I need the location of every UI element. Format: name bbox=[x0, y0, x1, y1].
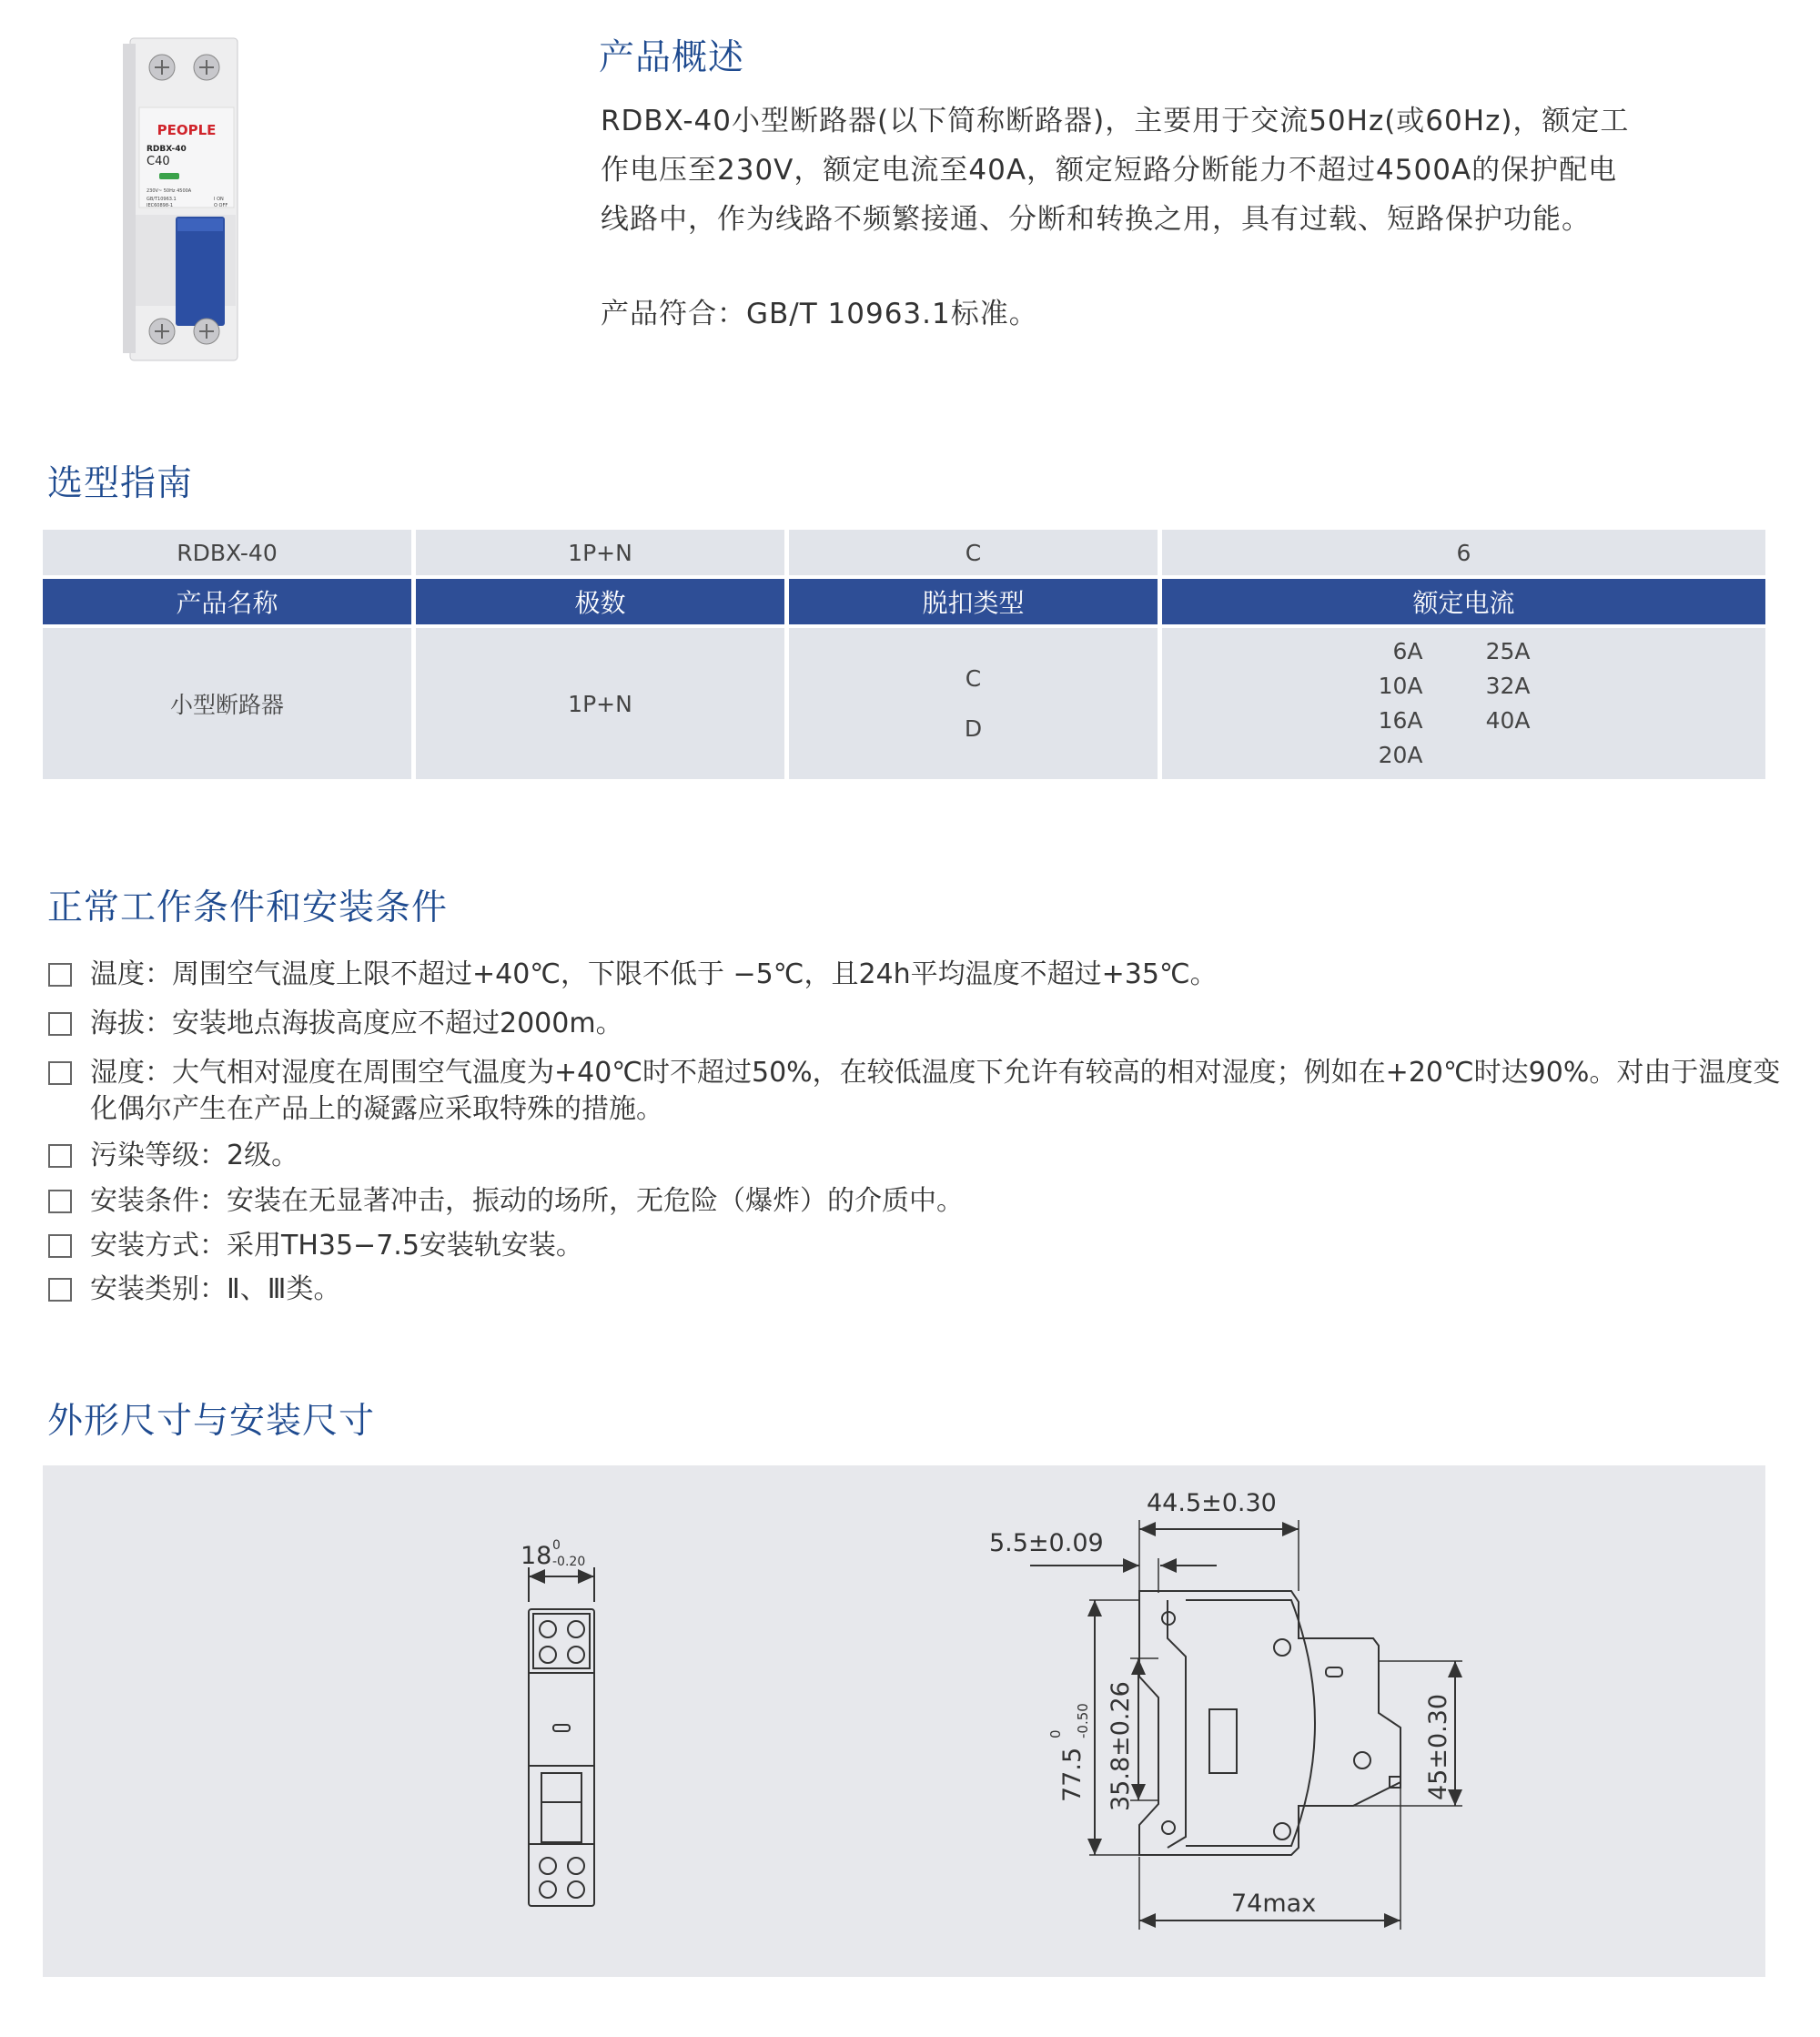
product-image bbox=[123, 35, 241, 364]
current-value: 6A bbox=[1392, 638, 1423, 664]
checkbox-icon bbox=[48, 963, 72, 987]
condition-text: 湿度：大气相对湿度在周围空气温度为+40℃时不超过50%，在较低温度下允许有较高的相对湿度；例如在+20℃时达90%。对由于温度变化偶尔产生在产品上的凝露应采取特殊的措施。 bbox=[90, 1057, 1781, 1125]
value-row bbox=[43, 628, 1765, 779]
condition-item bbox=[48, 1006, 1764, 1042]
toggle-handle bbox=[176, 217, 225, 326]
trip-type-value: D bbox=[964, 715, 983, 742]
front-tol-lower: -0.20 bbox=[552, 1555, 586, 1569]
current-value: 40A bbox=[1485, 707, 1531, 734]
current-value: 10A bbox=[1378, 673, 1423, 699]
checkbox-icon bbox=[48, 1012, 72, 1036]
checkbox-icon bbox=[48, 1234, 72, 1258]
side-height-label: 45±0.30 bbox=[1424, 1693, 1452, 1800]
front-width-label: 18 bbox=[521, 1542, 552, 1570]
overview-line: 作电压至230V，额定电流至40A，额定短路分断能力不超过4500A的保护配电 bbox=[601, 154, 1618, 187]
checkbox-icon bbox=[48, 1278, 72, 1302]
example-row bbox=[43, 530, 1765, 575]
example-current: 6 bbox=[1162, 530, 1765, 575]
overview-text bbox=[601, 96, 1784, 244]
condition-text: 污染等级：2级。 bbox=[90, 1140, 299, 1171]
height-tol-lower: -0.50 bbox=[1075, 1703, 1091, 1738]
header-trip-type: 脱扣类型 bbox=[789, 579, 1158, 624]
currents-cell bbox=[1162, 628, 1765, 779]
dimension-drawing-panel bbox=[43, 1465, 1765, 1977]
height-main-label: 77.5 bbox=[1058, 1747, 1087, 1802]
condition-text: 温度：周围空气温度上限不超过+40℃，下限不低于 −5℃，且24h平均温度不超过+35℃。 bbox=[90, 958, 1218, 990]
condition-item bbox=[48, 1138, 1764, 1174]
header-rated-current: 额定电流 bbox=[1162, 579, 1765, 624]
height-tol-upper: 0 bbox=[1047, 1729, 1064, 1738]
product-model: RDBX-40 bbox=[147, 145, 187, 154]
header-row bbox=[43, 579, 1765, 624]
product-brand: PEOPLE bbox=[157, 122, 217, 138]
condition-item bbox=[48, 1228, 1764, 1264]
header-poles: 极数 bbox=[416, 579, 784, 624]
product-std2: IEC60898-1 bbox=[147, 203, 174, 208]
product-name-value: 小型断路器 bbox=[43, 628, 411, 779]
front-view-drawing bbox=[529, 1567, 594, 1906]
condition-item bbox=[48, 1272, 1764, 1308]
product-std1: GB/T10963.1 bbox=[147, 197, 177, 202]
checkbox-icon bbox=[48, 1061, 72, 1085]
condition-item bbox=[48, 1183, 1764, 1220]
example-poles: 1P+N bbox=[416, 530, 784, 575]
condition-item bbox=[48, 1055, 1792, 1128]
condition-text: 安装类别：Ⅱ、Ⅲ类。 bbox=[90, 1273, 341, 1305]
overview-title: 产品概述 bbox=[599, 37, 745, 78]
trip-types-cell bbox=[789, 628, 1158, 779]
condition-item bbox=[48, 957, 1764, 993]
current-value: 25A bbox=[1485, 638, 1531, 664]
overview-line: RDBX-40小型断路器(以下简称断路器)，主要用于交流50Hz(或60Hz)，额定工 bbox=[601, 105, 1630, 137]
trip-type-value: C bbox=[965, 665, 982, 692]
condition-text: 安装方式：采用TH35−7.5安装轨安装。 bbox=[90, 1230, 583, 1262]
selection-title: 选型指南 bbox=[47, 463, 194, 504]
current-value: 32A bbox=[1485, 673, 1531, 699]
current-value: 20A bbox=[1378, 742, 1423, 768]
rail-label: 35.8±0.26 bbox=[1107, 1681, 1135, 1811]
current-value: 16A bbox=[1378, 707, 1423, 734]
dimensions-title: 外形尺寸与安装尺寸 bbox=[47, 1401, 376, 1442]
selection-table bbox=[43, 530, 1765, 779]
offset-label: 5.5±0.09 bbox=[989, 1529, 1104, 1557]
front-tol-upper: 0 bbox=[552, 1538, 561, 1553]
depth-label: 44.5±0.30 bbox=[1147, 1489, 1277, 1517]
side-view-drawing bbox=[1030, 1520, 1462, 1930]
conditions-title: 正常工作条件和安装条件 bbox=[47, 887, 449, 928]
product-off: O OFF bbox=[214, 203, 228, 208]
example-model: RDBX-40 bbox=[43, 530, 411, 575]
product-rating: C40 bbox=[147, 155, 170, 168]
product-spec: 230V~ 50Hz 4500A bbox=[147, 188, 192, 194]
length-label: 74max bbox=[1231, 1890, 1317, 1918]
header-product-name: 产品名称 bbox=[43, 579, 411, 624]
checkbox-icon bbox=[48, 1144, 72, 1168]
standard-text: 产品符合：GB/T 10963.1标准。 bbox=[601, 298, 1038, 330]
condition-text: 海拔：安装地点海拔高度应不超过2000m。 bbox=[90, 1008, 623, 1039]
product-on: I ON bbox=[214, 197, 224, 202]
poles-value: 1P+N bbox=[416, 628, 784, 779]
example-trip: C bbox=[789, 530, 1158, 575]
checkbox-icon bbox=[48, 1190, 72, 1213]
condition-text: 安装条件：安装在无显著冲击，振动的场所，无危险（爆炸）的介质中。 bbox=[90, 1185, 964, 1217]
overview-line: 线路中，作为线路不频繁接通、分断和转换之用，具有过载、短路保护功能。 bbox=[601, 203, 1591, 236]
